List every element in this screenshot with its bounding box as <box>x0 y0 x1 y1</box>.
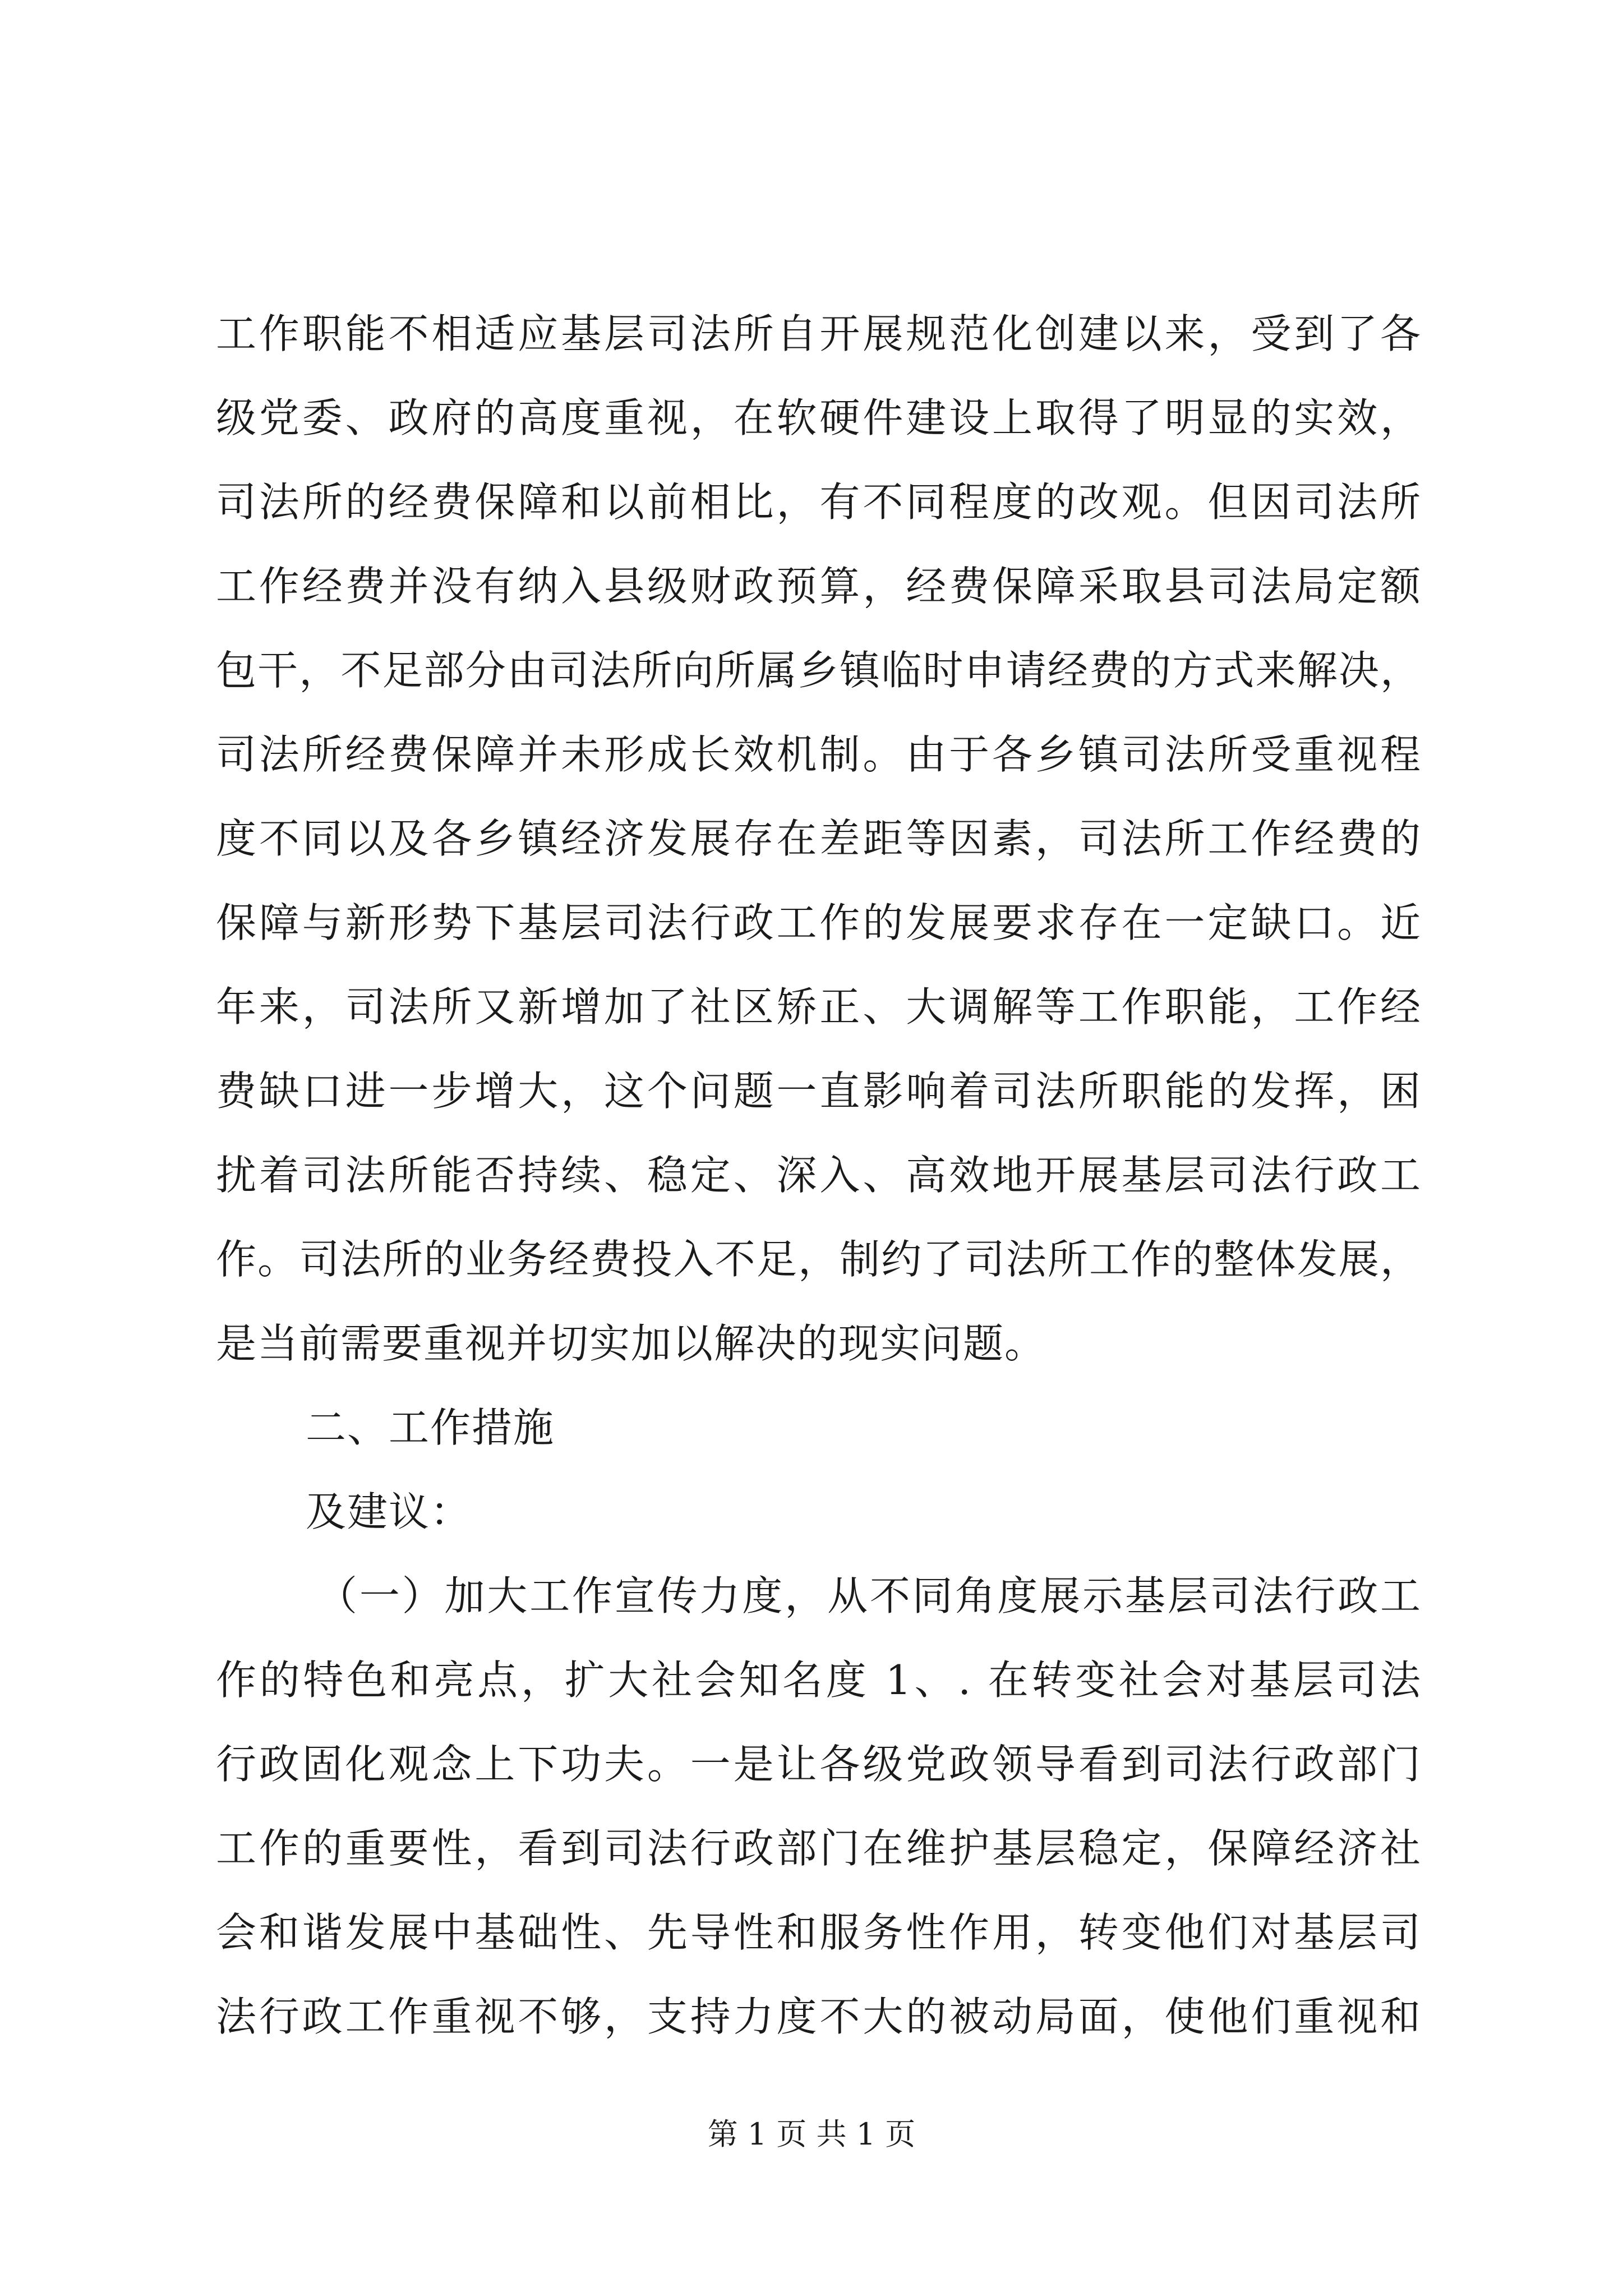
subsection-heading: （一）加大工作宣传力度，从不同角度展示基层司法行政工 <box>317 1572 1422 1619</box>
paragraph-line: 扰着司法所能否持续、稳定、深入、高效地开展基层司法行政工 <box>216 1152 1422 1199</box>
paragraph-line: 法行政工作重视不够，支持力度不大的被动局面，使他们重视和 <box>216 1993 1422 2040</box>
paragraph-line: 保障与新形势下基层司法行政工作的发展要求存在一定缺口。近 <box>216 899 1422 946</box>
paragraph-line: 司法所经费保障并未形成长效机制。由于各乡镇司法所受重视程 <box>216 731 1422 778</box>
paragraph-line: 工作经费并没有纳入县级财政预算，经费保障采取县司法局定额 <box>216 563 1422 610</box>
section-heading-continued: 及建议： <box>306 1488 472 1535</box>
paragraph-line: 行政固化观念上下功夫。一是让各级党政领导看到司法行政部门 <box>216 1741 1422 1788</box>
paragraph-line: 包干，不足部分由司法所向所属乡镇临时申请经费的方式来解决， <box>216 647 1422 694</box>
paragraph-line: 度不同以及各乡镇经济发展存在差距等因素，司法所工作经费的 <box>216 815 1422 862</box>
paragraph-line: 司法所的经费保障和以前相比，有不同程度的改观。但因司法所 <box>216 478 1422 526</box>
document-body <box>216 292 1422 2059</box>
paragraph-line: 费缺口进一步增大，这个问题一直影响着司法所职能的发挥，困 <box>216 1068 1422 1115</box>
paragraph-line: 作的特色和亮点，扩大社会知名度 1、. 在转变社会对基层司法 <box>216 1657 1422 1704</box>
paragraph-line: 年来，司法所又新增加了社区矫正、大调解等工作职能，工作经 <box>216 983 1422 1030</box>
paragraph-line: 作。司法所的业务经费投入不足，制约了司法所工作的整体发展， <box>216 1236 1422 1283</box>
paragraph-line: 是当前需要重视并切实加以解决的现实问题。 <box>216 1320 1046 1367</box>
paragraph-line: 级党委、政府的高度重视，在软硬件建设上取得了明显的实效， <box>216 394 1422 441</box>
section-heading: 二、工作措施 <box>306 1404 555 1451</box>
paragraph-line: 工作的重要性，看到司法行政部门在维护基层稳定，保障经济社 <box>216 1825 1422 1872</box>
paragraph-line: 工作职能不相适应基层司法所自开展规范化创建以来，受到了各 <box>216 310 1422 357</box>
paragraph-line: 会和谐发展中基础性、先导性和服务性作用，转变他们对基层司 <box>216 1909 1422 1956</box>
page-footer: 第 1 页 共 1 页 <box>707 2116 916 2152</box>
